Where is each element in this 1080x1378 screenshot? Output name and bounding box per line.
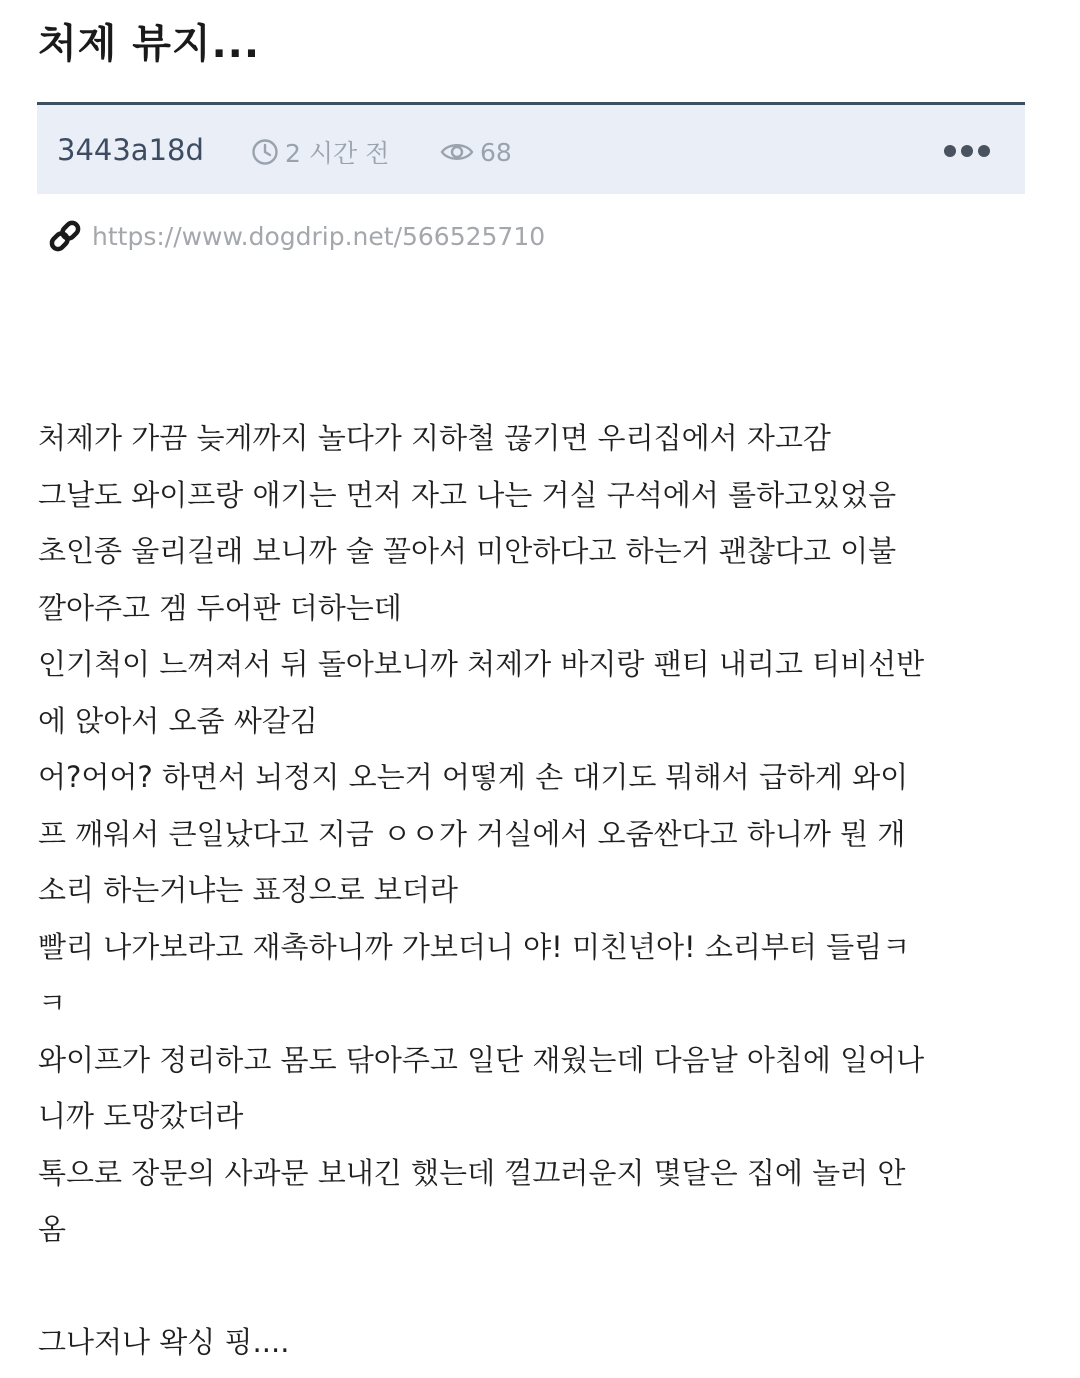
time-ago-text: 2 시간 전 (285, 139, 390, 168)
body-line: 빨리 나가보라고 재촉하니까 가보더니 야! 미친년아! 소리부터 들림ㅋ (38, 929, 911, 964)
body-line: 톡으로 장문의 사과문 보내긴 했는데 껄끄러운지 몇달은 집에 놀러 안 (38, 1155, 906, 1190)
body-line: 소리 하는거냐는 표정으로 보더라 (38, 873, 458, 907)
body-line: 그날도 와이프랑 애기는 먼저 자고 나는 거실 구석에서 롤하고있었음 (38, 477, 897, 512)
post-title: 처제 뷰지... (38, 21, 261, 67)
paragraph-gap (38, 1258, 1038, 1315)
body-line: 초인종 울리길래 보니까 술 꼴아서 미안하다고 하는거 괜찮다고 이불 (38, 534, 897, 568)
body-line: 니까 도망갔더라 (38, 1099, 244, 1133)
body-line: ㅋ (38, 986, 67, 1020)
body-line: 어?어어? 하면서 뇌정지 오는거 어떻게 손 대기도 뭐해서 급하게 와이 (38, 760, 909, 794)
eye-icon (440, 140, 474, 164)
body-line: 깔아주고 겜 두어판 더하는데 (38, 590, 402, 625)
source-link-url[interactable]: https://www.dogdrip.net/566525710 (92, 221, 546, 251)
views-count: 68 (480, 137, 512, 167)
source-link[interactable] (46, 216, 545, 256)
post-body (38, 410, 1038, 1371)
post-views (440, 136, 512, 168)
body-line: 와이프가 정리하고 몸도 닦아주고 일단 재웠는데 다음날 아침에 일어나 (38, 1042, 925, 1077)
body-line: 인기척이 느껴져서 뒤 돌아보니까 처제가 바지랑 팬티 내리고 티비선반 (38, 647, 925, 681)
body-closing-line: 그나저나 왁싱 핑.... (38, 1325, 290, 1359)
link-icon (46, 217, 84, 255)
author-name[interactable]: 3443a18d (57, 133, 204, 167)
body-line: 처제가 가끔 늦게까지 놀다가 지하철 끊기면 우리집에서 자고감 (38, 421, 831, 455)
post-time (251, 136, 389, 168)
body-line: 프 깨워서 큰일났다고 지금 ㅇㅇ가 거실에서 오줌싼다고 하니까 뭔 개 (38, 816, 906, 851)
body-line: 옴 (38, 1212, 67, 1246)
clock-icon (251, 138, 279, 166)
post-meta-bar (37, 102, 1025, 194)
more-dots-icon[interactable] (942, 139, 992, 163)
body-line: 에 앉아서 오줌 싸갈김 (38, 703, 318, 738)
